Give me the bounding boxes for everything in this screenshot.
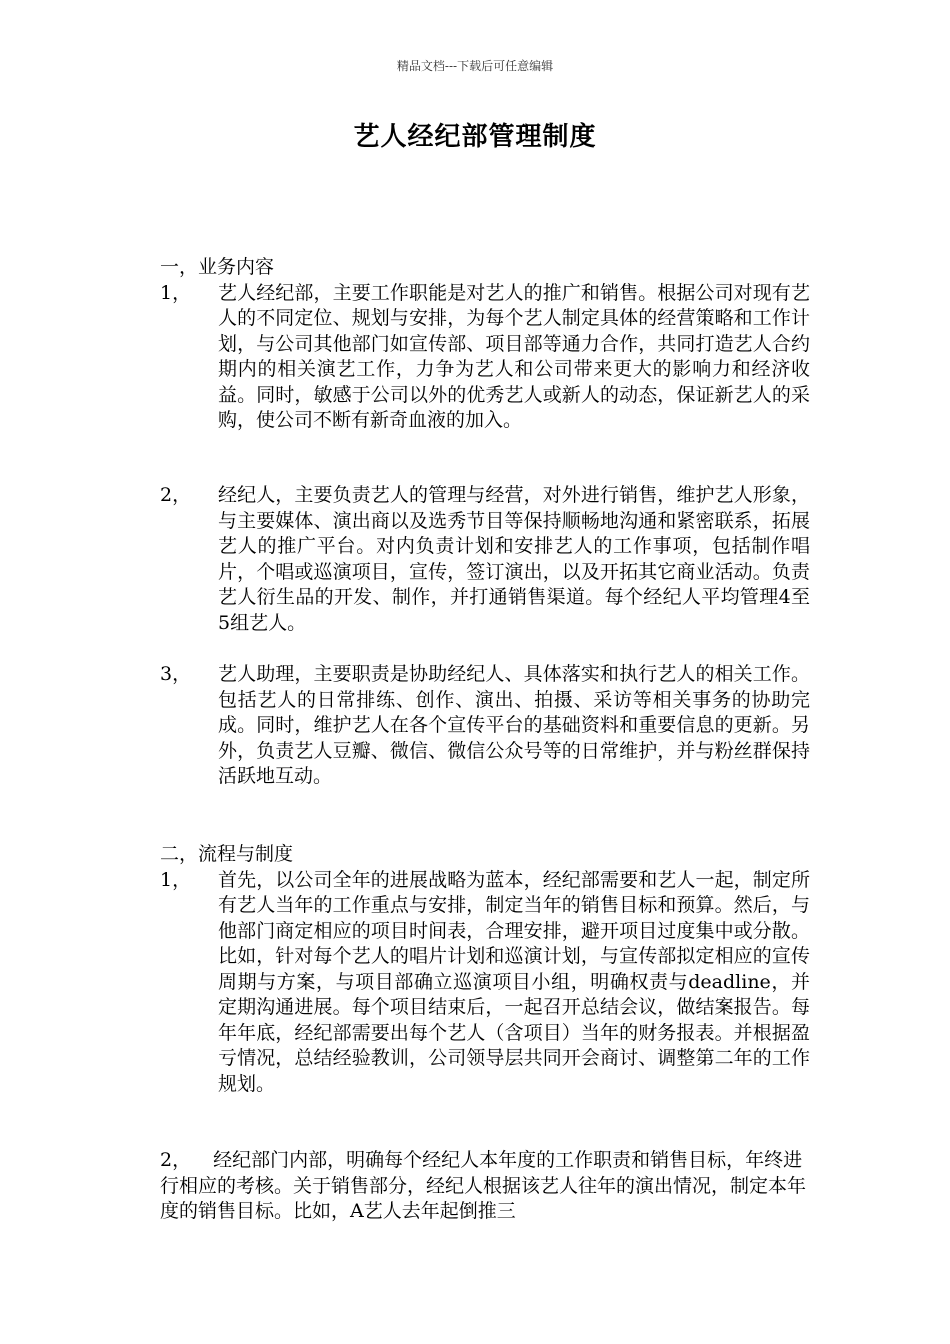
item-text: 首先，以公司全年的进展战略为蓝本，经纪部需要和艺人一起，制定所有艺人当年的工作重点与安排，制定当年的销售目标和预算。然后，与他部门商定相应的项目时间表，合理安排，避开项目过度集中或分散。比如，针对每个艺人的唱片计划和巡演计划，与宣传部拟定相应的宣传周期与方案，与项目部确立巡演项目小组，明确权责与deadline，并定期沟通进展。每个项目结束后，一起召开总结会议，做结案报告。每年年底，经纪部需要出每个艺人（含项目）当年的财务报表。并根据盈亏情况，总结经验教训，公司领导层共同开会商讨、调整第二年的工作规划。 [218,868,810,1095]
list-item [160,868,810,1098]
item-number: 2， [160,484,192,506]
item-number: 1， [160,868,192,891]
item-text: 经纪部门内部，明确每个经纪人本年度的工作职责和销售目标，年终进行相应的考核。关于销售部分，经纪人根据该艺人往年的演出情况，制定本年度的销售目标。比如，A艺人去年起倒推三 [160,1149,807,1222]
item-number: 2， [160,1149,192,1171]
document-title: 艺人经纪部管理制度 [353,122,597,152]
list-item [160,1148,810,1225]
section-process-item-2 [160,1148,810,1225]
page-header-note: 精品文档---下载后可任意编辑 [396,59,554,73]
section-business [160,255,810,434]
section-business-item-3 [160,662,810,790]
item-number: 3， [160,663,192,685]
list-item [160,662,810,790]
section-heading: 一，业务内容 [160,256,275,278]
section-heading: 二，流程与制度 [160,843,294,865]
item-number: 1， [160,281,192,304]
list-item [160,483,810,636]
section-business-item-2 [160,483,810,636]
section-process [160,842,810,1097]
item-text: 艺人经纪部，主要工作职能是对艺人的推广和销售。根据公司对现有艺人的不同定位、规划与安排，为每个艺人制定具体的经营策略和工作计划，与公司其他部门如宣传部、项目部等通力合作，共同打造艺人合约期内的相关演艺工作，力争为艺人和公司带来更大的影响力和经济收益。同时，敏感于公司以外的优秀艺人或新人的动态，保证新艺人的采购，使公司不断有新奇血液的加入。 [218,281,810,431]
item-text: 经纪人，主要负责艺人的管理与经营，对外进行销售，维护艺人形象，与主要媒体、演出商以及选秀节目等保持顺畅地沟通和紧密联系，拓展艺人的推广平台。对内负责计划和安排艺人的工作事项，包括制作唱片，个唱或巡演项目，宣传，签订演出，以及开拓其它商业活动。负责艺人衍生品的开发、制作，并打通销售渠道。每个经纪人平均管理4至5组艺人。 [218,484,810,634]
item-text: 艺人助理，主要职责是协助经纪人、具体落实和执行艺人的相关工作。包括艺人的日常排练、创作、演出、拍摄、采访等相关事务的协助完成。同时，维护艺人在各个宣传平台的基础资料和重要信息的更新。另外，负责艺人豆瓣、微信、微信公众号等的日常维护，并与粉丝群保持活跃地互动。 [218,663,810,787]
list-item [160,281,810,434]
